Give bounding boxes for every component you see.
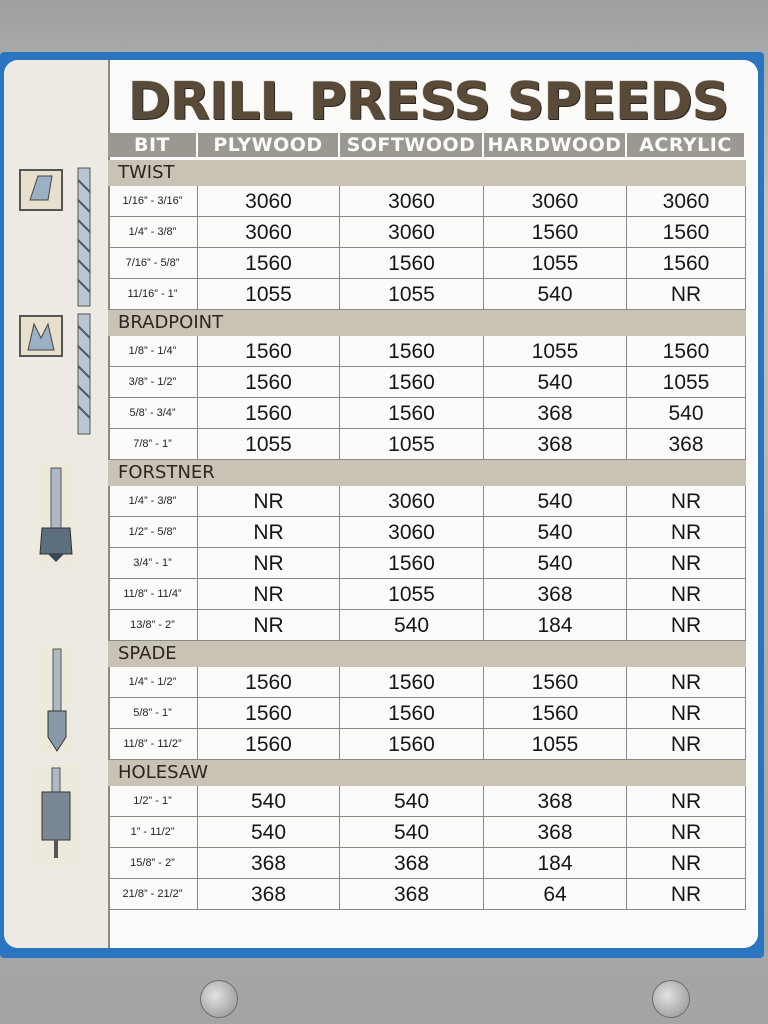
speed-cell-softwood: 3060 xyxy=(340,217,484,248)
speed-cell-plywood: 1560 xyxy=(198,667,340,698)
speed-cell-hardwood: 540 xyxy=(484,367,627,398)
speed-cell-softwood: 1055 xyxy=(340,579,484,610)
speed-cell-plywood: 1560 xyxy=(198,729,340,760)
section-holesaw: HOLESAW xyxy=(108,760,746,786)
speed-cell-acrylic: 3060 xyxy=(627,186,746,217)
speed-cell-softwood: 540 xyxy=(340,610,484,641)
column-header-hardwood: HARDWOOD xyxy=(484,133,625,157)
speed-cell-acrylic: NR xyxy=(627,279,746,310)
speed-cell-plywood: NR xyxy=(198,486,340,517)
bit-size-label: 3/8” - 1/2” xyxy=(108,367,198,398)
speed-cell-plywood: 3060 xyxy=(198,186,340,217)
speed-cell-softwood: 1560 xyxy=(340,248,484,279)
bit-size-label: 15/8” - 2” xyxy=(108,848,198,879)
speed-cell-acrylic: 1560 xyxy=(627,248,746,279)
speed-cell-plywood: NR xyxy=(198,579,340,610)
speed-cell-plywood: 3060 xyxy=(198,217,340,248)
bit-size-label: 1/4” - 3/8” xyxy=(108,217,198,248)
speed-cell-acrylic: NR xyxy=(627,667,746,698)
speed-cell-hardwood: 184 xyxy=(484,848,627,879)
speed-cell-acrylic: NR xyxy=(627,848,746,879)
bit-size-label: 1/2” - 5/8” xyxy=(108,517,198,548)
speed-cell-acrylic: NR xyxy=(627,610,746,641)
bit-size-label: 11/8” - 11/4” xyxy=(108,579,198,610)
speed-cell-softwood: 1560 xyxy=(340,667,484,698)
speed-cell-hardwood: 1560 xyxy=(484,698,627,729)
speed-cell-softwood: 1560 xyxy=(340,729,484,760)
bit-size-label: 5/8” - 1” xyxy=(108,698,198,729)
screw-head-right xyxy=(652,980,690,1018)
speed-cell-hardwood: 368 xyxy=(484,817,627,848)
speed-cell-softwood: 1055 xyxy=(340,279,484,310)
twist-bit-icon xyxy=(8,160,104,314)
speed-cell-softwood: 1560 xyxy=(340,548,484,579)
bit-size-label: 1/4” - 3/8” xyxy=(108,486,198,517)
speed-cell-hardwood: 540 xyxy=(484,517,627,548)
bit-size-label: 11/8” - 11/2” xyxy=(108,729,198,760)
speed-cell-acrylic: NR xyxy=(627,786,746,817)
speed-cell-plywood: NR xyxy=(198,610,340,641)
speed-cell-plywood: 368 xyxy=(198,879,340,910)
speed-cell-softwood: 1560 xyxy=(340,398,484,429)
section-twist: TWIST xyxy=(108,160,746,186)
speed-cell-plywood: 540 xyxy=(198,817,340,848)
bit-size-label: 5/8’ - 3/4” xyxy=(108,398,198,429)
speed-cell-acrylic: NR xyxy=(627,879,746,910)
speed-cell-plywood: 1560 xyxy=(198,367,340,398)
speed-cell-hardwood: 3060 xyxy=(484,186,627,217)
speed-cell-hardwood: 184 xyxy=(484,610,627,641)
speed-cell-hardwood: 1055 xyxy=(484,336,627,367)
speed-cell-acrylic: 1560 xyxy=(627,336,746,367)
bit-size-label: 3/4” - 1” xyxy=(108,548,198,579)
speed-chart-card xyxy=(4,60,758,948)
speed-cell-softwood: 3060 xyxy=(340,517,484,548)
speed-cell-hardwood: 540 xyxy=(484,548,627,579)
speed-cell-softwood: 1055 xyxy=(340,429,484,460)
speed-cell-acrylic: NR xyxy=(627,729,746,760)
speed-cell-softwood: 540 xyxy=(340,786,484,817)
forstner-bit-icon xyxy=(8,460,104,574)
speed-cell-softwood: 1560 xyxy=(340,336,484,367)
spade-bit-icon xyxy=(8,641,104,765)
speed-cell-acrylic: NR xyxy=(627,817,746,848)
bit-size-label: 1/4” - 1/2” xyxy=(108,667,198,698)
speed-cell-hardwood: 64 xyxy=(484,879,627,910)
speed-cell-hardwood: 1055 xyxy=(484,248,627,279)
speed-cell-hardwood: 540 xyxy=(484,279,627,310)
speed-cell-hardwood: 368 xyxy=(484,398,627,429)
speed-cell-hardwood: 368 xyxy=(484,786,627,817)
speed-cell-plywood: 540 xyxy=(198,786,340,817)
speed-cell-acrylic: 1560 xyxy=(627,217,746,248)
speed-cell-plywood: NR xyxy=(198,517,340,548)
screw-head-left xyxy=(200,980,238,1018)
speed-cell-plywood: 1055 xyxy=(198,279,340,310)
bit-size-label: 1/2” - 1” xyxy=(108,786,198,817)
column-header-bit: BIT xyxy=(108,133,196,157)
speed-cell-acrylic: NR xyxy=(627,517,746,548)
speed-cell-acrylic: NR xyxy=(627,548,746,579)
page-title: DRILL PRESS SPEEDS xyxy=(127,72,729,132)
speed-cell-softwood: 368 xyxy=(340,848,484,879)
speed-cell-acrylic: 1055 xyxy=(627,367,746,398)
speed-cell-hardwood: 368 xyxy=(484,429,627,460)
holesaw-bit-icon xyxy=(8,760,104,874)
speed-cell-acrylic: 368 xyxy=(627,429,746,460)
section-spade: SPADE xyxy=(108,641,746,667)
bradpoint-bit-icon xyxy=(8,310,104,464)
speed-cell-acrylic: 540 xyxy=(627,398,746,429)
bit-icon-column xyxy=(4,60,110,948)
speed-cell-acrylic: NR xyxy=(627,698,746,729)
bit-size-label: 11/16” - 1” xyxy=(108,279,198,310)
speed-cell-plywood: 1055 xyxy=(198,429,340,460)
column-header-acrylic: ACRYLIC xyxy=(627,133,744,157)
speed-cell-plywood: 368 xyxy=(198,848,340,879)
speed-cell-hardwood: 1560 xyxy=(484,667,627,698)
speed-cell-plywood: NR xyxy=(198,548,340,579)
speed-cell-softwood: 1560 xyxy=(340,698,484,729)
bit-size-label: 1/16” - 3/16” xyxy=(108,186,198,217)
speed-cell-softwood: 1560 xyxy=(340,367,484,398)
speed-cell-hardwood: 1055 xyxy=(484,729,627,760)
speed-cell-plywood: 1560 xyxy=(198,248,340,279)
speed-cell-hardwood: 1560 xyxy=(484,217,627,248)
bit-size-label: 13/8” - 2” xyxy=(108,610,198,641)
section-forstner: FORSTNER xyxy=(108,460,746,486)
bit-size-label: 21/8” - 21/2” xyxy=(108,879,198,910)
speed-cell-acrylic: NR xyxy=(627,579,746,610)
speed-cell-hardwood: 540 xyxy=(484,486,627,517)
bit-size-label: 7/8” - 1” xyxy=(108,429,198,460)
bit-size-label: 1/8” - 1/4” xyxy=(108,336,198,367)
speed-cell-acrylic: NR xyxy=(627,486,746,517)
section-bradpoint: BRADPOINT xyxy=(108,310,746,336)
column-header-plywood: PLYWOOD xyxy=(198,133,338,157)
speed-cell-softwood: 368 xyxy=(340,879,484,910)
speed-cell-plywood: 1560 xyxy=(198,398,340,429)
speed-cell-softwood: 540 xyxy=(340,817,484,848)
speed-cell-softwood: 3060 xyxy=(340,186,484,217)
speed-cell-softwood: 3060 xyxy=(340,486,484,517)
bit-size-label: 7/16” - 5/8” xyxy=(108,248,198,279)
column-header-softwood: SOFTWOOD xyxy=(340,133,482,157)
bit-size-label: 1” - 11/2” xyxy=(108,817,198,848)
speed-cell-hardwood: 368 xyxy=(484,579,627,610)
speed-cell-plywood: 1560 xyxy=(198,336,340,367)
speed-cell-plywood: 1560 xyxy=(198,698,340,729)
